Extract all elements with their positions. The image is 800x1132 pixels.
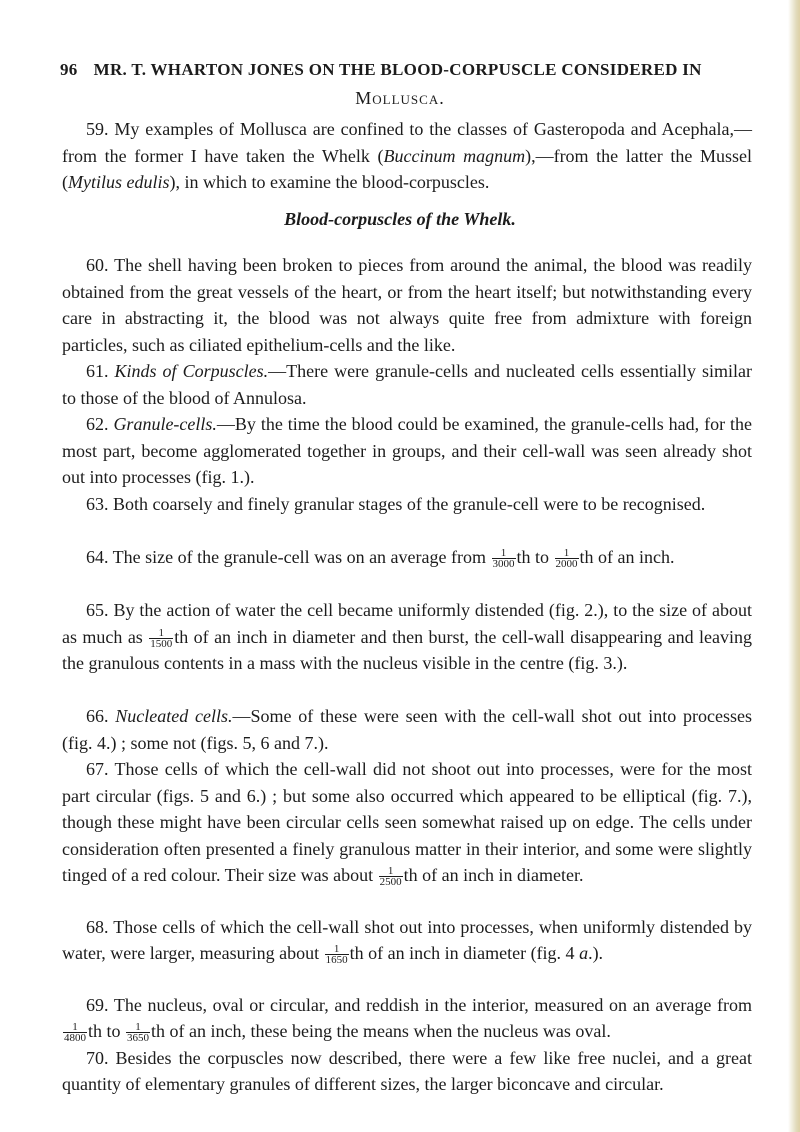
text-run: th of an inch, these being the means when the nucleus was oval. bbox=[151, 1020, 611, 1041]
fraction-numerator: 1 bbox=[63, 1022, 87, 1033]
paragraph-70: 70. Besides the corpuscles now described, there were a few like free nuclei, and a great quantity of elementary granules of different sizes, the larger biconcave and circular. bbox=[62, 1048, 752, 1094]
paragraph-66 bbox=[62, 703, 752, 756]
fraction bbox=[555, 548, 579, 569]
text-run: 59. My examples of Mollusca are confined to the classes of Gasteropoda and Acephala,—from the former I have taken the Whelk ( bbox=[62, 119, 752, 166]
text-run: th of an inch in diameter (fig. 4 bbox=[349, 942, 580, 963]
fraction-numerator: 1 bbox=[149, 628, 173, 639]
paragraph-62 bbox=[62, 411, 752, 491]
fraction bbox=[63, 1022, 87, 1043]
paragraph-68 bbox=[62, 915, 752, 966]
text-run: 68. Those cells of which the cell-wall shot out into processes, when uniformly distended by water, were larger, measuring about bbox=[62, 917, 752, 963]
paragraph-65 bbox=[62, 597, 752, 677]
text-run: ),—from the latter the Mussel ( bbox=[62, 145, 752, 192]
fraction-numerator: 1 bbox=[126, 1022, 150, 1033]
paragraph-label: Kinds of Corpuscles. bbox=[114, 361, 269, 381]
text-run: 65. By the action of water the cell became uniformly distended (fig. 2.), to the size of about as much as bbox=[62, 600, 752, 647]
paragraph-67 bbox=[62, 756, 752, 889]
fraction-numerator: 1 bbox=[379, 866, 403, 877]
subsection-heading: Blood-corpuscles of the Whelk. bbox=[284, 209, 516, 229]
paragraph-64 bbox=[62, 544, 752, 571]
text-run: —Some of these were seen with the cell-wall shot out into processes (fig. 4.) ; some not (figs. 5, 6 and 7.). bbox=[62, 706, 752, 753]
fraction-denominator: 3000 bbox=[492, 558, 515, 571]
paragraph-label: Nucleated cells. bbox=[115, 706, 233, 726]
page-edge-shadow bbox=[788, 0, 800, 1132]
fraction bbox=[379, 866, 403, 887]
running-header bbox=[60, 60, 752, 80]
fraction-numerator: 1 bbox=[492, 548, 516, 559]
paragraph-number: 66. bbox=[86, 706, 116, 726]
fraction bbox=[325, 944, 349, 965]
text-run: th of an inch. bbox=[579, 547, 675, 567]
fraction-numerator: 1 bbox=[555, 548, 579, 559]
paragraph-59 bbox=[62, 116, 752, 196]
paragraph-63: 63. Both coarsely and finely granular stages of the granule-cell were to be recognised. bbox=[86, 494, 706, 514]
fraction-denominator: 2000 bbox=[555, 558, 578, 571]
text-run: ), in which to examine the blood-corpuscles. bbox=[169, 172, 490, 192]
text-run: th of an inch in diameter and then burst, the cell-wall disappearing and leaving the granulous contents in a mass with the nucleus visible in the centre (fig. 3.). bbox=[62, 626, 752, 673]
text-run: —By the time the blood could be examined, the granule-cells had, for the most part, become agglomerated together in groups, and their cell-wall was seen already shot out into processes (fig. 1.). bbox=[62, 414, 752, 487]
text-run: 64. The size of the granule-cell was on an average from bbox=[86, 547, 491, 567]
text-run: th to bbox=[516, 547, 554, 567]
fraction-denominator: 4800 bbox=[64, 1031, 86, 1044]
paragraph-61 bbox=[62, 358, 752, 411]
figure-sublabel: a bbox=[579, 942, 589, 963]
text-run: th of an inch in diameter. bbox=[403, 865, 584, 885]
fraction bbox=[492, 548, 516, 569]
fraction-denominator: 3650 bbox=[127, 1031, 150, 1044]
section-heading: Mollusca. bbox=[355, 88, 445, 108]
text-run: .). bbox=[588, 942, 604, 963]
fraction bbox=[126, 1022, 150, 1043]
fraction-numerator: 1 bbox=[325, 944, 349, 955]
fraction-denominator: 2500 bbox=[379, 876, 402, 889]
paragraph-number: 62. bbox=[86, 414, 114, 434]
text-run: 69. The nucleus, oval or circular, and reddish in the interior, measured on an average from bbox=[86, 995, 752, 1015]
page-number: 96 bbox=[60, 60, 78, 79]
fraction-denominator: 1500 bbox=[150, 637, 173, 650]
text-run: th to bbox=[88, 1020, 126, 1041]
species-name: Mytilus edulis bbox=[68, 172, 170, 192]
paragraph-label: Granule-cells. bbox=[113, 414, 217, 434]
running-title: MR. T. WHARTON JONES ON THE BLOOD-CORPUSCLE CONSIDERED IN bbox=[93, 60, 702, 79]
text-run: 67. Those cells of which the cell-wall did not shoot out into processes, were for the most part circular (figs. 5 and 6.) ; but some also occurred which appeared to be elliptical (fig. 7.), though these might have been circular cells seen somewhat raised up on edge. The cells under consideration often presented a finely granulous matter in their interior, and some were slightly tinged of a red colour. Their size was about bbox=[62, 759, 752, 885]
fraction-denominator: 1650 bbox=[325, 953, 348, 966]
paragraph-number: 61. bbox=[86, 361, 115, 381]
paragraph-60: 60. The shell having been broken to pieces from around the animal, the blood was readily obtained from the great vessels of the heart, or from the heart itself; but notwithstanding every care in abstracting it, the blood was not always quite free from admixture with foreign particles, such as ciliated epithelium-cells and the like. bbox=[62, 255, 752, 355]
fraction bbox=[149, 628, 173, 649]
text-run: —There were granule-cells and nucleated cells essentially similar to those of the blood of Annulosa. bbox=[62, 361, 753, 408]
paragraph-69 bbox=[62, 993, 752, 1044]
species-name: Buccinum magnum bbox=[383, 145, 526, 166]
